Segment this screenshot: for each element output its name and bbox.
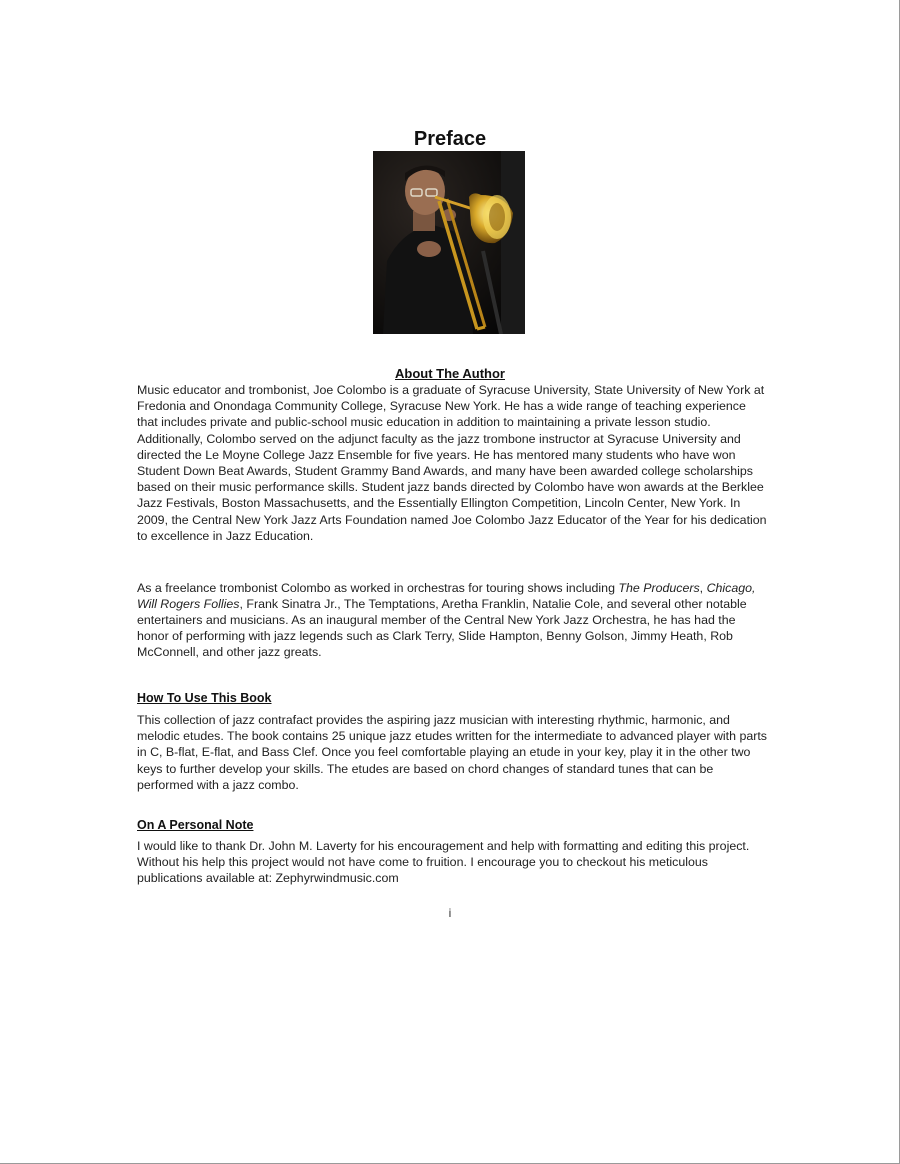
about-author-heading: About The Author: [395, 366, 505, 381]
page-title: Preface: [413, 128, 487, 150]
how-to-use-paragraph: This collection of jazz contrafact provides the aspiring jazz musician with interesting rhythmic, harmonic, and melodic etudes. The book contains 25 unique jazz etudes written for the intermediate to advanced player with parts in C, B-flat, E-flat, and Bass Clef. Once you feel comfortable playing an etude in your key, play it in the other two keys to further develop your skills. The etudes are based on chord changes of standard tunes that can be performed with a jazz combo.: [137, 713, 767, 792]
p2-separator: ,: [699, 581, 707, 595]
personal-note-paragraph: I would like to thank Dr. John M. Laverty for his encouragement and help with formatting and editing this project. Without his help this project would not have come to fruition. I encourage you to checkout his meticulous publications available at: Zephyrwindmusic.com: [137, 839, 750, 886]
page-number: i: [448, 906, 452, 920]
p2-show-title-2: Chicago, Will Rogers Follies: [137, 581, 756, 611]
personal-note-heading: On A Personal Note: [137, 818, 254, 832]
how-to-use-heading: How To Use This Book: [137, 691, 272, 705]
about-author-paragraph-1: Music educator and trombonist, Joe Colombo is a graduate of Syracuse University, State University of New York at Fredonia and Onondaga Community College, Syracuse New York. He has a wide range of teaching experience that includes private and public-school music education in addition to maintaining a private lesson studio. Additionally, Colombo served on the adjunct faculty as the jazz trombone instructor at Syracuse University and directed the Le Moyne College Jazz Ensemble for five years. He has mentored many students who have won Student Down Beat Awards, Student Grammy Band Awards, and many have been awarded college scholarships based on their music performance skills. Student jazz bands directed by Colombo have won awards at the Berklee Jazz Festivals, Boston Massachusetts, and the Essentially Ellington Competition, Lincoln Center, New York. In 2009, the Central New York Jazz Arts Foundation named Joe Colombo Jazz Educator of the Year for his dedication to excellence in Jazz Education.: [137, 383, 767, 543]
p2-rest-text: , Frank Sinatra Jr., The Temptations, Aretha Franklin, Natalie Cole, and several other notable entertainers and musicians. As an inaugural member of the Central New York Jazz Orchestra, he has had the honor of performing with jazz legends such as Clark Terry, Slide Hampton, Benny Golson, Jimmy Heath, Rob McConnell, and other jazz greats.: [137, 597, 747, 659]
p2-show-title-1: The Producers: [618, 581, 700, 595]
about-author-paragraph-2: [137, 580, 767, 660]
p2-intro-text: As a freelance trombonist Colombo as worked in orchestras for touring shows including: [137, 581, 619, 595]
author-photo: [373, 151, 525, 334]
